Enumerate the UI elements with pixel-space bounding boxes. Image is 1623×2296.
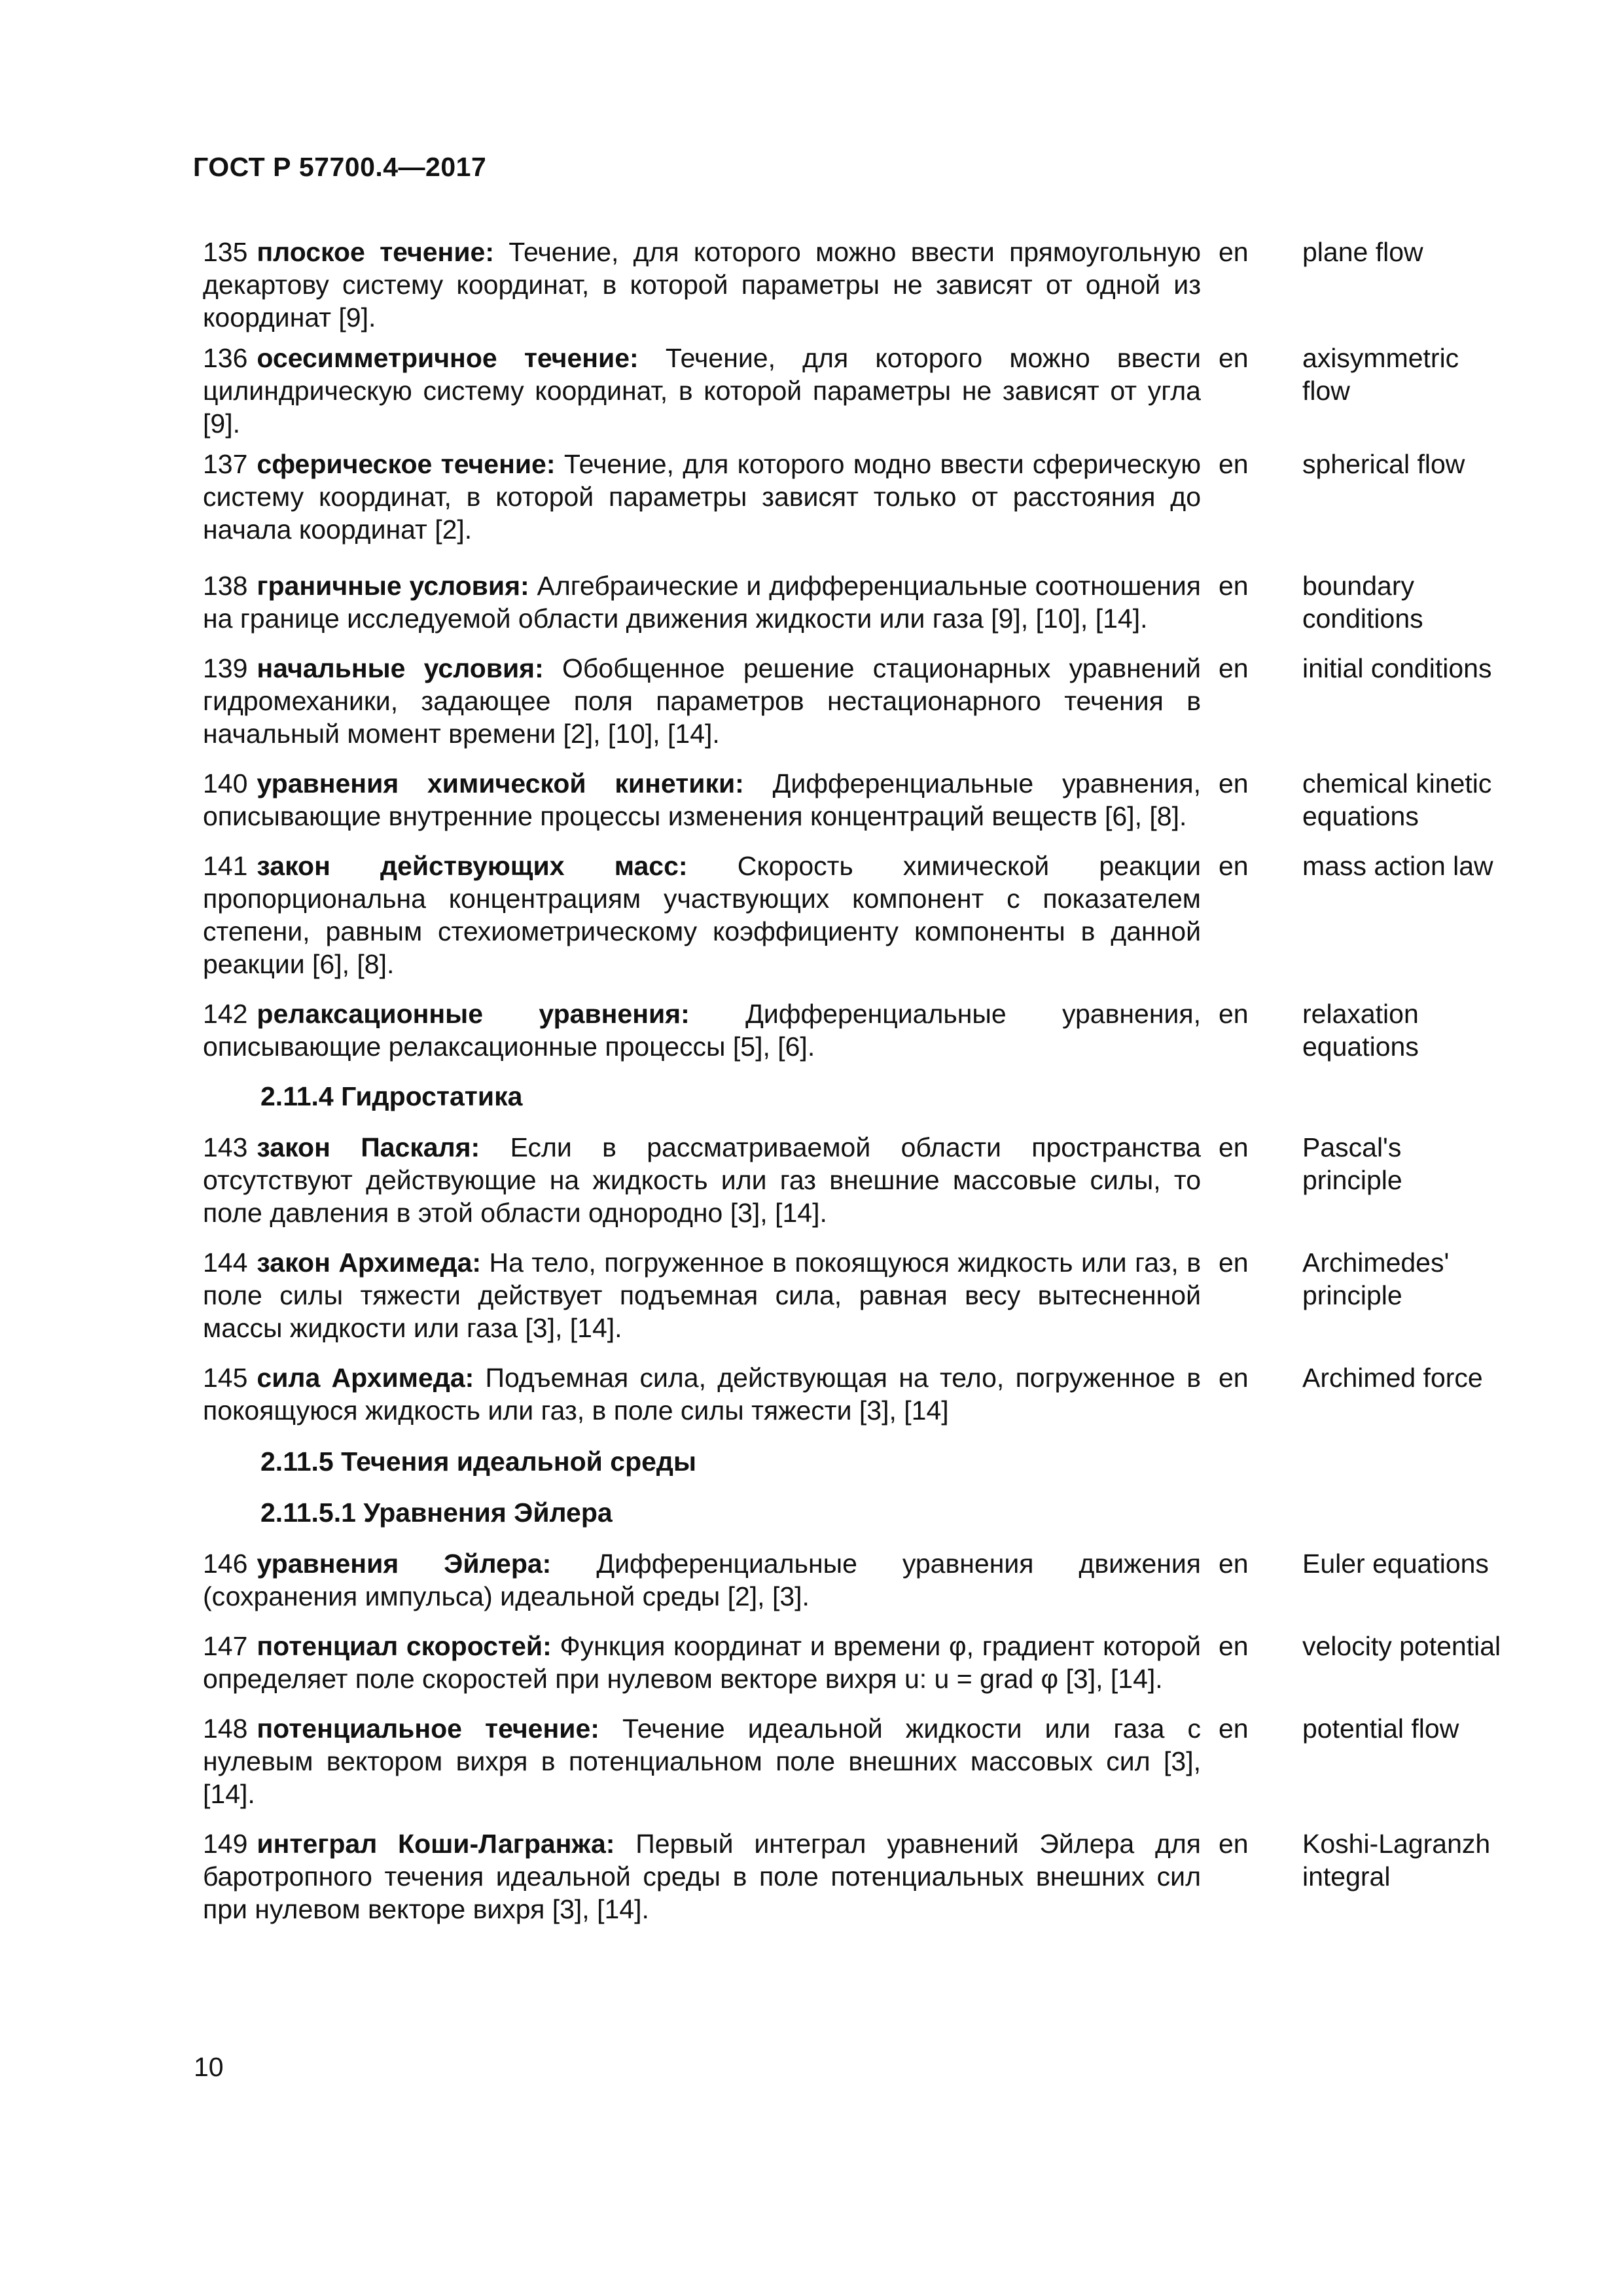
term-number: 149	[203, 1829, 248, 1859]
term-entry-143	[203, 1131, 1505, 1229]
term-name: начальные условия:	[257, 653, 544, 683]
term-definition: Подъемная сила, действующая на тело, погруженное в покоящуюся жидкость или газ, в поле силы тяжести [3], [14]	[203, 1363, 1201, 1426]
term-entry-145	[203, 1361, 1505, 1427]
term-number: 145	[203, 1363, 248, 1393]
language-code: en	[1219, 1631, 1249, 1661]
term-name: потенциал скоростей:	[257, 1631, 552, 1661]
english-term: Pascal's principle	[1302, 1132, 1402, 1195]
term-definition: Течение, для которого можно ввести прямоугольную декартову систему координат, в которой параметры не зависят от одной из координат [9].	[203, 237, 1201, 332]
english-term: boundary conditions	[1302, 571, 1423, 634]
language-code: en	[1219, 571, 1249, 601]
section-heading-2-11-5-1: 2.11.5.1 Уравнения Эйлера	[260, 1498, 613, 1528]
language-code: en	[1219, 1549, 1249, 1579]
term-number: 143	[203, 1132, 248, 1162]
term-definition: На тело, погруженное в покоящуюся жидкость или газ, в поле силы тяжести действует подъемная сила, равная весу вытесненной массы жидкости или газа [3], [14].	[203, 1247, 1201, 1343]
term-definition: Функция координат и времени φ, градиент которой определяет поле скоростей при нулевом векторе вихря u: u = grad φ [3], [14].	[203, 1631, 1201, 1694]
language-code: en	[1219, 1247, 1249, 1278]
language-code: en	[1219, 851, 1249, 881]
term-entry-140	[203, 767, 1505, 833]
english-term: relaxation equations	[1302, 999, 1419, 1062]
term-name: интеграл Коши-Лагранжа:	[257, 1829, 615, 1859]
term-number: 141	[203, 851, 248, 881]
term-definition-block	[203, 1630, 1201, 1695]
term-definition-block	[203, 1547, 1201, 1613]
term-list	[203, 236, 1505, 1926]
term-number: 140	[203, 768, 248, 798]
term-entry-138	[203, 569, 1505, 635]
term-name: осесимметричное течение:	[257, 343, 639, 373]
language-code: en	[1219, 999, 1249, 1029]
term-entry-142	[203, 997, 1505, 1063]
term-definition: Обобщенное решение стационарных уравнений гидромеханики, задающее поля параметров нестационарного течения в начальный момент времени [2], [10], [14].	[203, 653, 1201, 749]
term-name: уравнения Эйлера:	[257, 1549, 552, 1579]
term-name: уравнения химической кинетики:	[257, 768, 744, 798]
english-term: Euler equations	[1302, 1549, 1489, 1579]
term-entry-146	[203, 1547, 1505, 1613]
term-definition: Течение идеальной жидкости или газа с нулевым вектором вихря в потенциальном поле внешних массовых сил [3], [14].	[203, 1713, 1201, 1809]
term-number: 135	[203, 237, 248, 267]
term-entry-136	[203, 342, 1505, 440]
term-definition-block	[203, 850, 1201, 980]
term-entry-147	[203, 1630, 1505, 1695]
term-name: закон Паскаля:	[257, 1132, 480, 1162]
section-heading-2-11-5: 2.11.5 Течения идеальной среды	[260, 1446, 696, 1477]
term-name: сила Архимеда:	[257, 1363, 474, 1393]
english-term: plane flow	[1302, 237, 1423, 267]
term-number: 144	[203, 1247, 248, 1278]
language-code: en	[1219, 343, 1249, 373]
section-heading-2-11-4: 2.11.4 Гидростатика	[260, 1081, 523, 1111]
language-code: en	[1219, 768, 1249, 798]
term-entry-148	[203, 1712, 1505, 1810]
term-name: потенциальное течение:	[257, 1713, 599, 1744]
term-number: 146	[203, 1549, 248, 1579]
term-definition: Дифференциальные уравнения, описывающие внутренние процессы изменения концентраций веществ [6], [8].	[203, 768, 1201, 831]
term-name: закон Архимеда:	[257, 1247, 482, 1278]
english-term: Archimed force	[1302, 1363, 1483, 1393]
english-term: chemical kinetic equations	[1302, 768, 1492, 831]
english-term: Koshi-Lagranzh integral	[1302, 1829, 1491, 1892]
term-entry-149	[203, 1827, 1505, 1926]
term-definition: Если в рассматриваемой области пространства отсутствуют действующие на жидкость или газ внешние массовые силы, то поле давления в этой области однородно [3], [14].	[203, 1132, 1201, 1228]
term-definition-block	[203, 652, 1201, 750]
term-number: 137	[203, 449, 248, 479]
term-entry-144	[203, 1246, 1505, 1344]
term-number: 139	[203, 653, 248, 683]
page-number: 10	[194, 2052, 224, 2082]
english-term: axisymmetric flow	[1302, 343, 1459, 406]
term-definition: Первый интеграл уравнений Эйлера для баротропного течения идеальной среды в поле потенциальных внешних сил при нулевом векторе вихря [3], [14].	[203, 1829, 1201, 1924]
term-definition-block	[203, 767, 1201, 833]
term-entry-141	[203, 850, 1505, 980]
term-definition-block	[203, 236, 1201, 334]
english-term: initial conditions	[1302, 653, 1492, 683]
term-name: релаксационные уравнения:	[257, 999, 690, 1029]
term-definition-block	[203, 569, 1201, 635]
term-entry-135	[203, 236, 1505, 334]
english-term: velocity potential	[1302, 1631, 1501, 1661]
term-name: граничные условия:	[257, 571, 529, 601]
term-definition: Алгебраические и дифференциальные соотношения на границе исследуемой области движения жидкости или газа [9], [10], [14].	[203, 571, 1201, 634]
term-definition-block	[203, 1712, 1201, 1810]
language-code: en	[1219, 1363, 1249, 1393]
term-definition: Течение, для которого можно ввести цилиндрическую систему координат, в которой параметры не зависят от угла [9].	[203, 343, 1201, 439]
term-entry-137	[203, 448, 1505, 546]
term-definition-block	[203, 448, 1201, 546]
term-number: 138	[203, 571, 248, 601]
language-code: en	[1219, 449, 1249, 479]
term-name: закон действующих масс:	[257, 851, 688, 881]
english-term: Archimedes' principle	[1302, 1247, 1450, 1310]
language-code: en	[1219, 653, 1249, 683]
term-definition-block	[203, 1246, 1201, 1344]
term-definition-block	[203, 997, 1201, 1063]
term-definition-block	[203, 1131, 1201, 1229]
english-term: mass action law	[1302, 851, 1493, 881]
term-definition: Дифференциальные уравнения движения (сохранения импульса) идеальной среды [2], [3].	[203, 1549, 1201, 1611]
language-code: en	[1219, 237, 1249, 267]
term-definition-block	[203, 1827, 1201, 1926]
term-name: плоское течение:	[257, 237, 494, 267]
term-entry-139	[203, 652, 1505, 750]
language-code: en	[1219, 1713, 1249, 1744]
document-header: ГОСТ Р 57700.4—2017	[193, 152, 487, 182]
language-code: en	[1219, 1829, 1249, 1859]
term-definition-block	[203, 342, 1201, 440]
english-term: potential flow	[1302, 1713, 1459, 1744]
term-definition: Скорость химической реакции пропорциональна концентрациям участвующих компонент с показателем степени, равным стехиометрическому коэффициенту компоненты в данной реакции [6], [8].	[203, 851, 1201, 979]
term-number: 142	[203, 999, 248, 1029]
term-number: 147	[203, 1631, 248, 1661]
term-number: 148	[203, 1713, 248, 1744]
english-term: spherical flow	[1302, 449, 1465, 479]
term-definition: Дифференциальные уравнения, описывающие релаксационные процессы [5], [6].	[203, 999, 1201, 1062]
term-name: сферическое течение:	[257, 449, 556, 479]
term-definition: Течение, для которого модно ввести сферическую систему координат, в которой параметры зависят только от расстояния до начала координат [2].	[203, 449, 1201, 545]
term-number: 136	[203, 343, 248, 373]
language-code: en	[1219, 1132, 1249, 1162]
term-definition-block	[203, 1361, 1201, 1427]
